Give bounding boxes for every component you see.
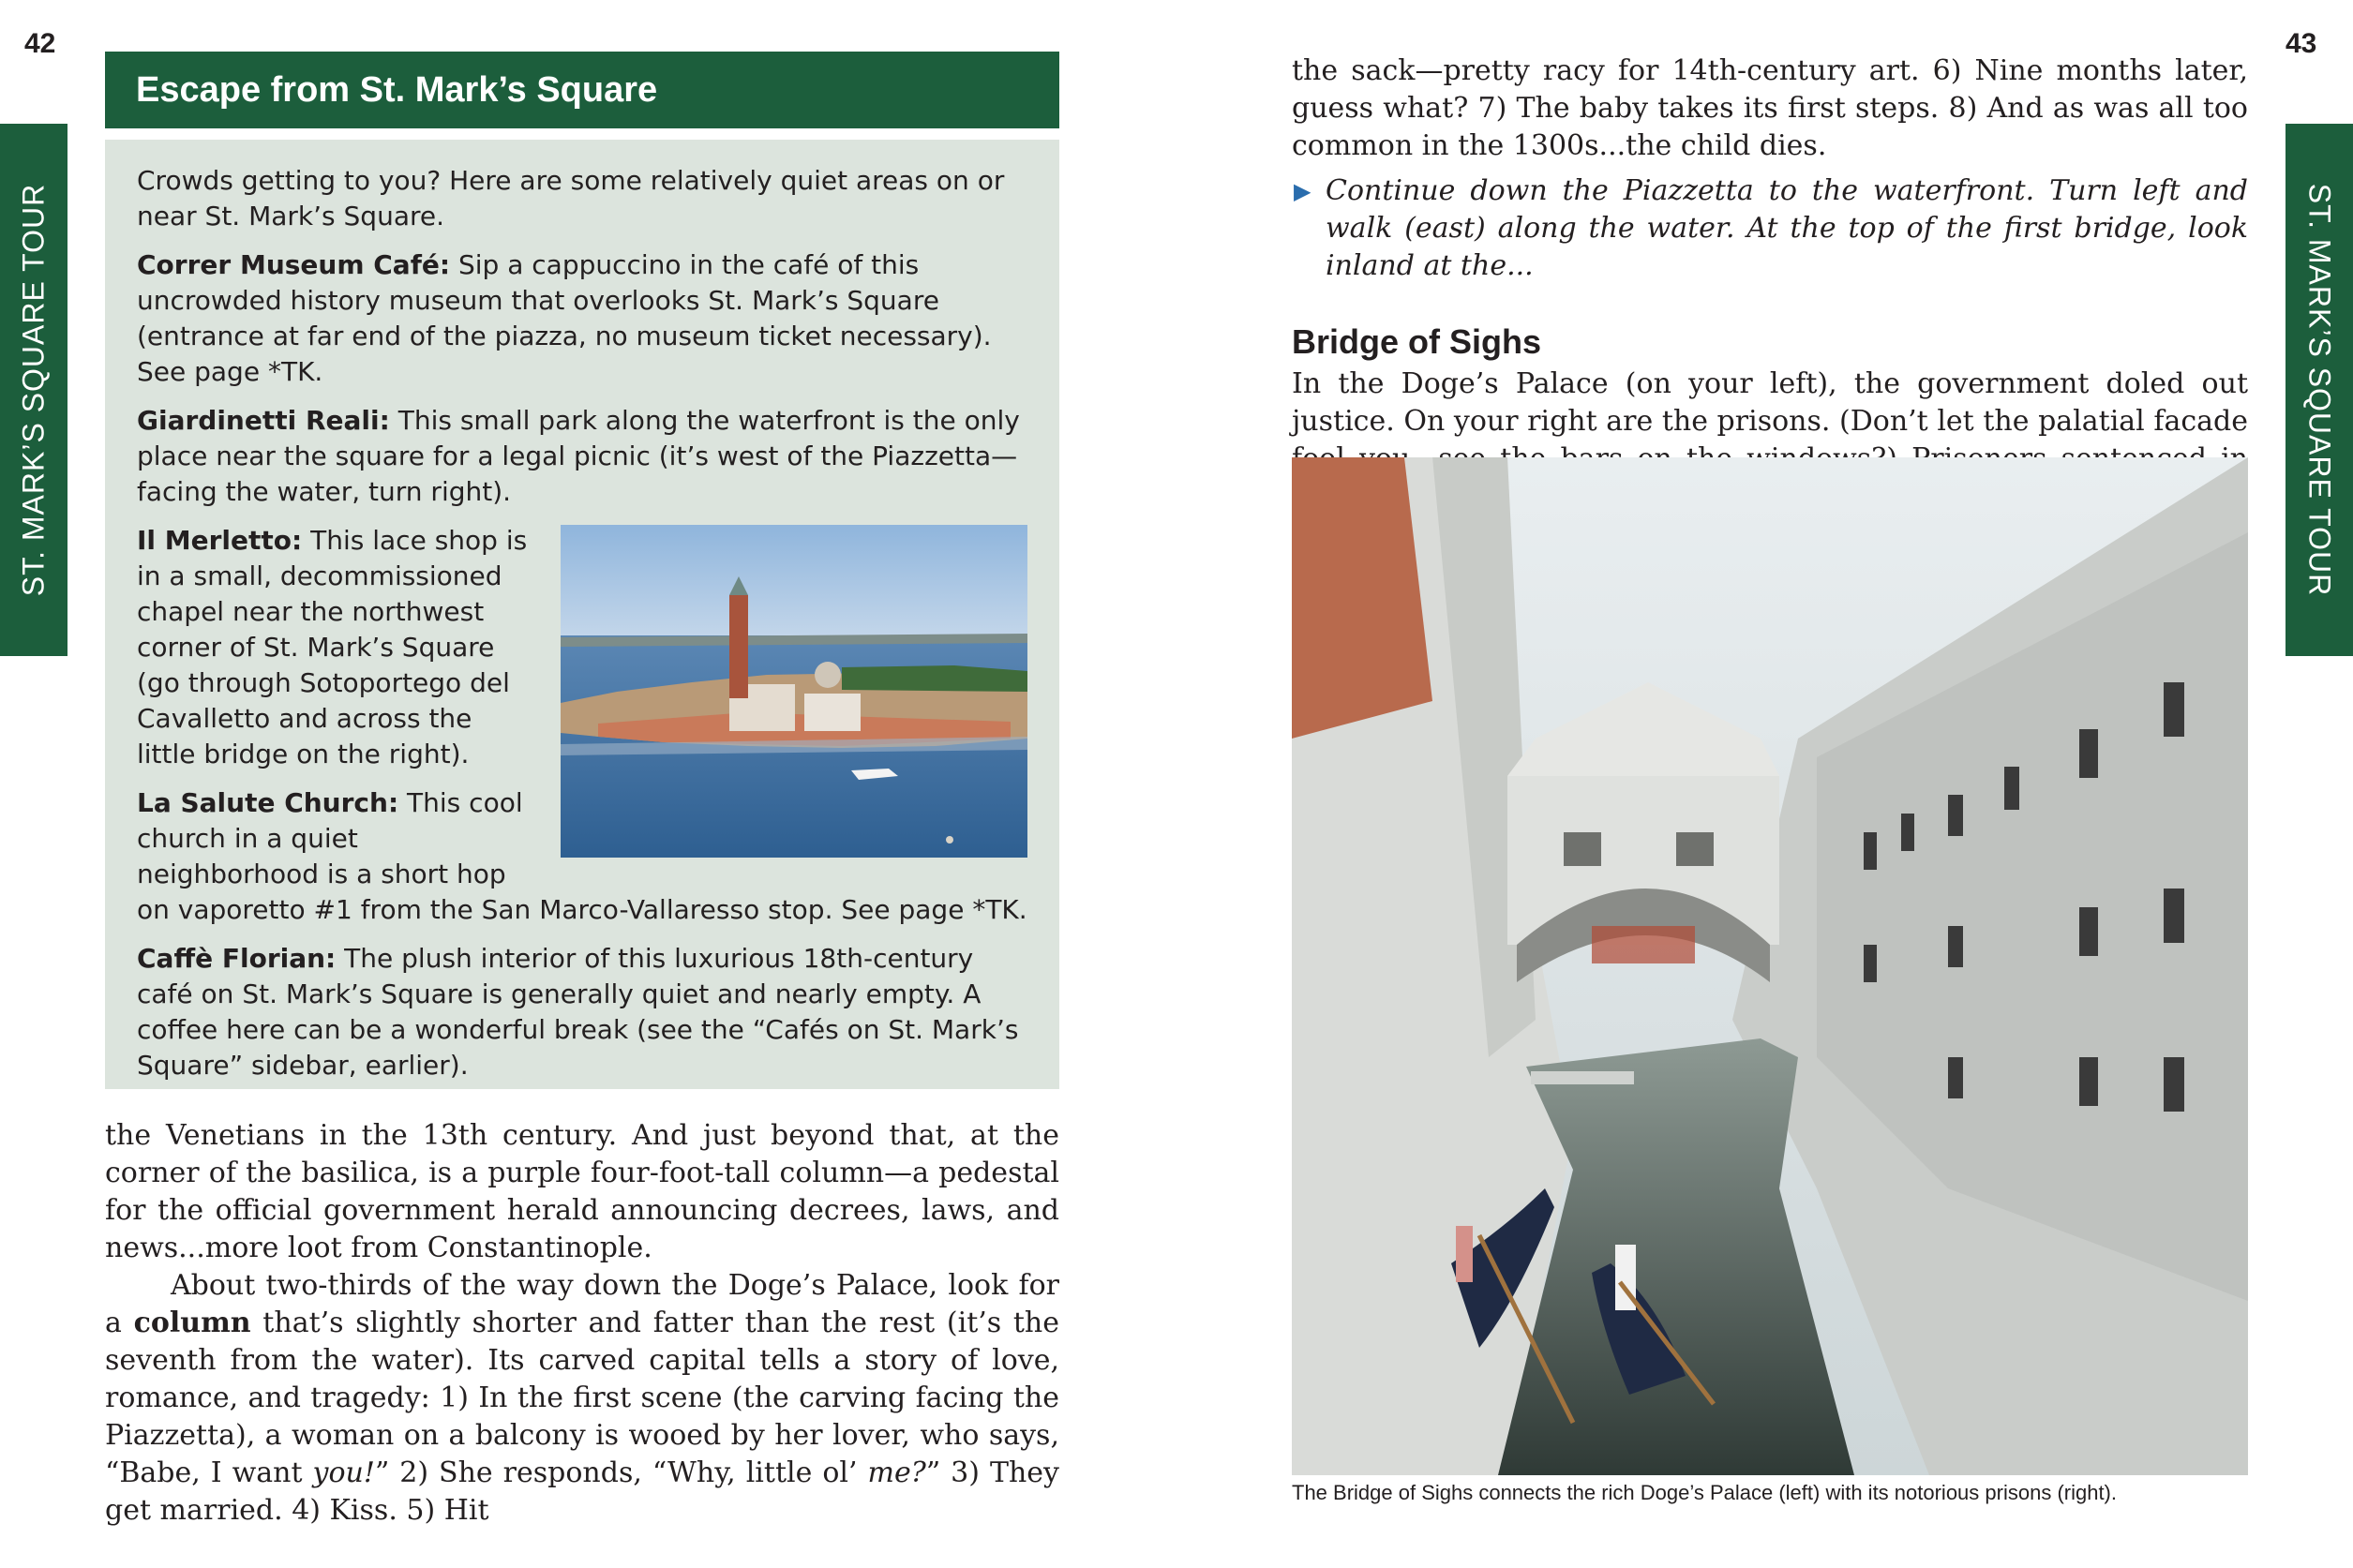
sidebar-item-name: Giardinetti Reali: [137, 405, 390, 436]
text-run: ” 2) She responds, “Why, little ol’ [374, 1456, 868, 1489]
side-tab-right-label: ST. MARK’S SQUARE TOUR [2302, 183, 2337, 597]
sidebar-item [137, 247, 1027, 390]
section-heading: Bridge of Sighs [1292, 322, 1542, 361]
direction-text: Continue down the Piazzetta to the waterfront. Turn left and walk (east) along the water. At the top of the first bridge, look inland at the... [1326, 174, 2248, 282]
sidebar-item-text: This small park along the waterfront is the only place near the square for a legal picnic (it’s west of the Piazzetta—facing the water, turn right). [137, 405, 1020, 507]
sidebar-item [137, 403, 1027, 510]
italic-term: you! [312, 1456, 375, 1489]
sidebar-item-text: Sip a cappuccino in the café of this uncrowded history museum that overlooks St. Mark’s Square (entrance at far end of the piazza, no museum ticket necessary). See page *TK. [137, 249, 992, 387]
left-body-text [105, 1117, 1059, 1530]
side-tab-right [2286, 124, 2353, 656]
italic-term: me? [867, 1456, 926, 1489]
triangle-arrow-icon: ▶ [1294, 178, 1311, 204]
text-run: that’s slightly shorter and fatter than the rest (it’s the seventh from the water). Its carved capital tells a story of love, romance, and tragedy: 1) In the first scene (the carving facing the Piazzetta), a woman on a balcony is wooed by her lover, who says, “Babe, I want [105, 1307, 1060, 1489]
sidebar-item-name: Il Merletto: [137, 525, 303, 556]
right-body-text [1292, 52, 2248, 515]
body-paragraph [105, 1267, 1059, 1530]
page-number-right: 43 [2286, 28, 2317, 59]
body-paragraph: the sack—pretty racy for 14th-century art. 6) Nine months later, guess what? 7) The baby takes its first steps. 8) And as was all too common in the 1300s...the child dies. [1292, 54, 2248, 162]
bold-term: column [133, 1307, 251, 1339]
sidebar-item-name: Caffè Florian: [137, 943, 337, 974]
body-paragraph: the Venetians in the 13th century. And just beyond that, at the corner of the basilica, is a purple four-foot-tall column—a pedestal for the official government herald announcing decrees, laws, and news...more loot from Constantinople. [105, 1119, 1059, 1264]
side-tab-left-label: ST. MARK’S SQUARE TOUR [16, 183, 51, 597]
sidebar-item [137, 941, 1027, 1083]
sidebar-item-text: This cool church in a quiet neighborhood is a short hop on vaporetto #1 from the San Marco-Vallaresso stop. See page *TK. [137, 787, 1027, 925]
venice-aerial-photo [561, 525, 1027, 858]
direction-paragraph [1292, 172, 2248, 285]
bridge-of-sighs-photo [1292, 457, 2248, 1475]
text-run: ” 3) They get married. 4) Kiss. 5) Hit [105, 1456, 1059, 1527]
sidebar-title: Escape from St. Mark’s Square [105, 52, 1059, 128]
sidebar-item-text: The plush interior of this luxurious 18th-century café on St. Mark’s Square is generally quiet and nearly empty. A coffee here can be a wonderful break (see the “Cafés on St. Mark’s Square” sidebar, earlier). [137, 943, 1019, 1081]
sidebar-box [105, 140, 1059, 1089]
text-run: About two-thirds of the way down the Doge’s Palace, look for a [105, 1269, 1059, 1339]
sidebar-intro: Crowds getting to you? Here are some relatively quiet areas on or near St. Mark’s Square. [137, 165, 1005, 231]
sidebar-item-name: La Salute Church: [137, 787, 399, 818]
sidebar-item-name: Correr Museum Café: [137, 249, 451, 280]
body-paragraph: In the Doge’s Palace (on your left), the government doled out justice. On your right are the prisons. (Don’t let the palatial facade [1292, 367, 2248, 438]
photo-caption: The Bridge of Sighs connects the rich Doge’s Palace (left) with its notorious prisons (right). [1292, 1481, 2117, 1504]
page-number-left: 42 [24, 28, 56, 59]
side-tab-left [0, 124, 67, 656]
sidebar-item-text: This lace shop is in a small, decommissioned chapel near the northwest corner of St. Mark’s Square (go through Sotoportego del Cavalletto and across the little bridge on the right). [137, 525, 528, 769]
